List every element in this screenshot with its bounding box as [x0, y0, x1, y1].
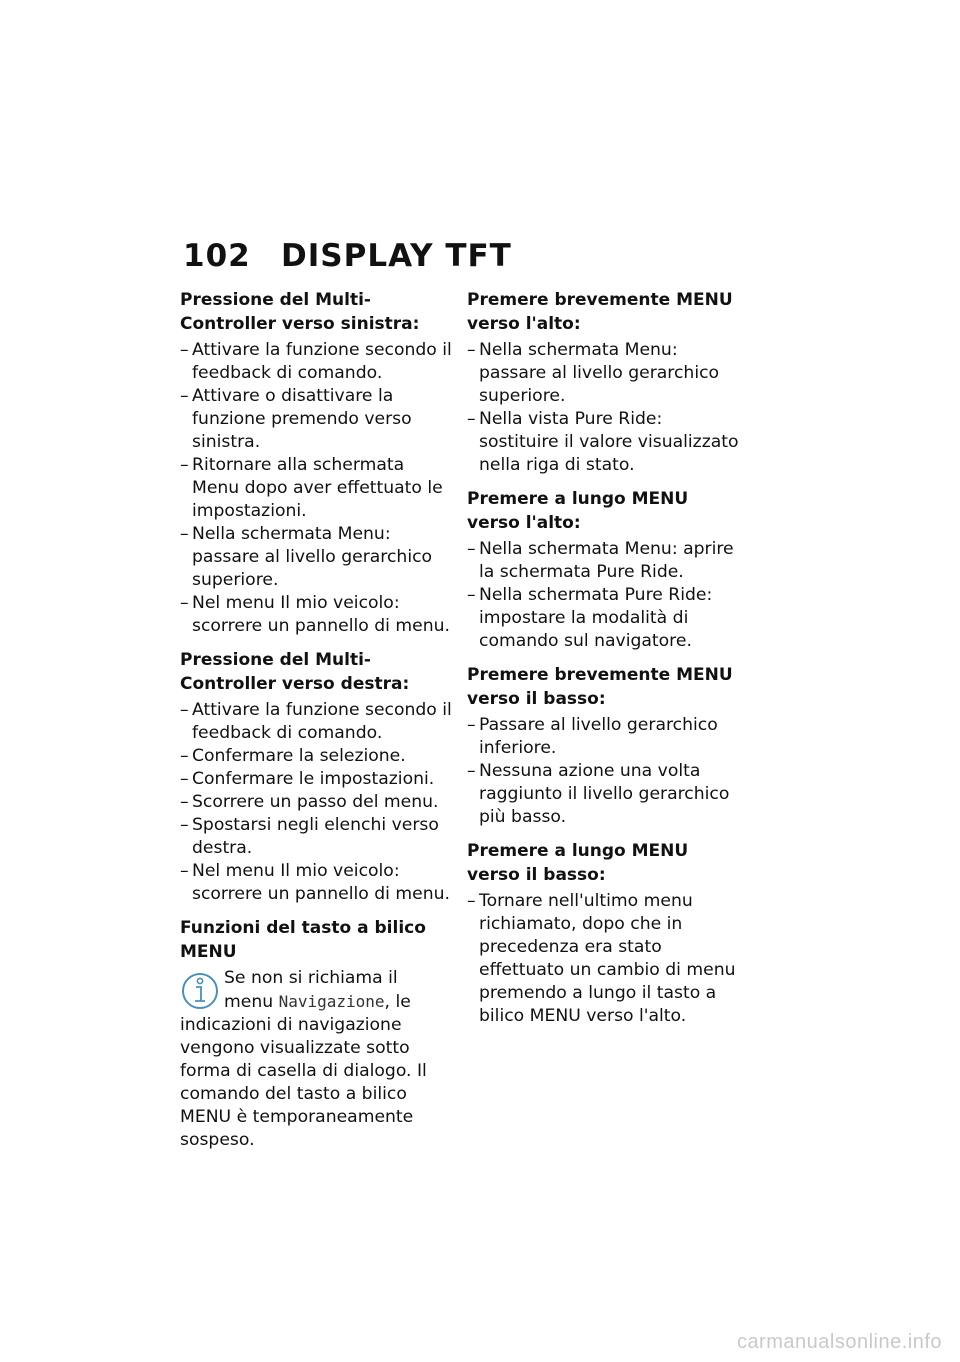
section-multi-controller-right: [180, 648, 452, 906]
bullet-list: [467, 339, 739, 477]
list-item: – Attivare o disattivare la funzione premendo verso sinistra.: [180, 386, 412, 452]
page-number: 102: [183, 238, 251, 274]
watermark: carmanualsonline.info: [736, 1331, 942, 1353]
note-text: Se non si richiama il menu: [224, 968, 398, 1012]
section-menu-rocker: [180, 916, 452, 1152]
section-long-press-up: [467, 487, 739, 653]
list-item: – Nella schermata Pure Ride: impostare la modalità di comando sul navigatore.: [467, 585, 713, 651]
list-item: – Spostarsi negli elenchi verso destra.: [180, 815, 439, 858]
section-heading: Premere brevemente MENU verso l'alto:: [467, 290, 733, 334]
list-item: – Nella vista Pure Ride: sostituire il valore visualizzato nella riga di stato.: [467, 409, 739, 475]
list-item: – Ritornare alla schermata Menu dopo aver effettuato le impostazioni.: [180, 455, 443, 521]
left-column: [180, 288, 452, 1162]
bullet-list: [467, 538, 739, 653]
list-item: – Tornare nell'ultimo menu richiamato, dopo che in precedenza era stato effettuato un cambio di menu premendo a lungo il tasto a bilico MENU verso l'alto.: [467, 891, 736, 1026]
list-item: – Scorrere un passo del menu.: [180, 792, 439, 812]
right-column: [467, 288, 739, 1038]
section-long-press-down: [467, 839, 739, 1028]
section-heading: Premere brevemente MENU verso il basso:: [467, 665, 733, 709]
section-short-press-down: [467, 663, 739, 829]
page-header: [183, 238, 512, 274]
section-short-press-up: [467, 288, 739, 477]
section-heading: Pressione del Multi-Controller verso sinistra:: [180, 290, 420, 334]
section-heading: Premere a lungo MENU verso il basso:: [467, 841, 689, 885]
info-icon: [180, 969, 220, 1013]
list-item: – Nella schermata Menu: passare al livello gerarchico superiore.: [467, 340, 720, 406]
list-item: – Nessuna azione una volta raggiunto il livello gerarchico più basso.: [467, 761, 730, 827]
list-item: – Nel menu Il mio veicolo: scorrere un pannello di menu.: [180, 593, 450, 636]
section-heading: Pressione del Multi-Controller verso destra:: [180, 650, 410, 694]
list-item: – Nella schermata Menu: passare al livello gerarchico superiore.: [180, 524, 433, 590]
bullet-list: [180, 339, 452, 638]
info-note: [180, 967, 452, 1152]
list-item: – Passare al livello gerarchico inferiore.: [467, 715, 718, 758]
section-heading: Premere a lungo MENU verso l'alto:: [467, 489, 689, 533]
bullet-list: [180, 699, 452, 906]
page-title: DISPLAY TFT: [281, 238, 512, 274]
list-item: – Confermare la selezione.: [180, 746, 406, 766]
section-heading: Funzioni del tasto a bilico MENU: [180, 918, 426, 962]
section-multi-controller-left: [180, 288, 452, 638]
bullet-list: [467, 890, 739, 1028]
list-item: – Attivare la funzione secondo il feedback di comando.: [180, 700, 452, 743]
note-text-continued: , le indicazioni di navigazione vengono visualizzate sotto forma di casella di dialogo. Il comando del tasto a bilico MENU è temporaneamente sospeso.: [180, 992, 427, 1150]
note-menu-name: Navigazione: [278, 992, 385, 1011]
list-item: – Nella schermata Menu: aprire la schermata Pure Ride.: [467, 539, 734, 582]
list-item: – Confermare le impostazioni.: [180, 769, 435, 789]
list-item: – Nel menu Il mio veicolo: scorrere un pannello di menu.: [180, 861, 450, 904]
list-item: – Attivare la funzione secondo il feedback di comando.: [180, 340, 452, 383]
bullet-list: [467, 714, 739, 829]
